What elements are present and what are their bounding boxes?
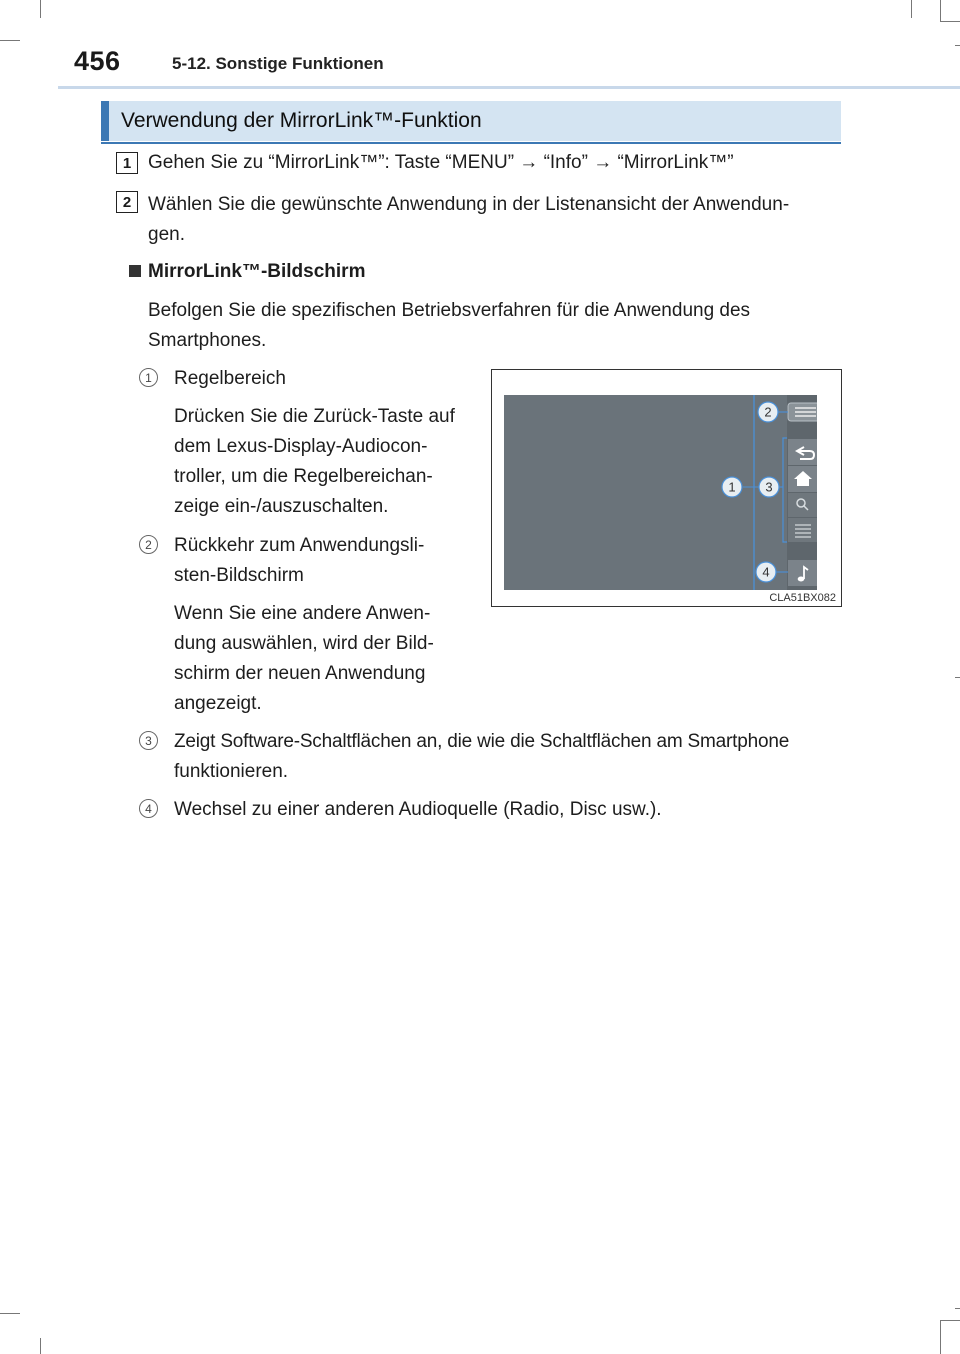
callout-1-desc: dem Lexus-Display-Audiocon- [174, 436, 428, 457]
step-2-line-2: gen. [148, 224, 185, 245]
control-area-bracket [783, 438, 787, 542]
callout-2-desc: dung auswählen, wird der Bild- [174, 633, 434, 654]
callout-number-4: 4 [139, 799, 158, 818]
crop-mark [0, 1313, 20, 1314]
audio-source-button [788, 560, 817, 586]
crop-mark [940, 21, 960, 22]
menu-button [788, 518, 817, 542]
crop-mark [40, 0, 41, 18]
square-bullet-icon [129, 265, 141, 277]
mirrorlink-screen-figure [491, 369, 842, 607]
callout-2-desc: schirm der neuen Anwendung [174, 663, 426, 684]
subsection-intro-line-2: Smartphones. [148, 330, 267, 351]
crop-mark [955, 677, 960, 678]
crop-mark [911, 0, 912, 18]
step-1-text: Gehen Sie zu “MirrorLink™”: Taste “MENU” → “Info” → “MirrorLink™” [148, 152, 734, 173]
crop-mark [955, 45, 960, 46]
figure-callout-3 [759, 477, 779, 497]
section-title-box [101, 101, 841, 141]
step-number-2: 2 [116, 191, 138, 213]
callout-2-desc: angezeigt. [174, 693, 262, 714]
callout-1-desc: zeige ein-/auszuschalten. [174, 496, 389, 517]
chapter-title: 5-12. Sonstige Funktionen [172, 54, 384, 73]
crop-mark [940, 1320, 941, 1354]
figure-label: 2 [764, 404, 772, 420]
mirrorlink-screen [504, 395, 817, 590]
callout-3-text: Zeigt Software-Schaltflächen an, die wie die Schaltflächen am Smartphone [174, 731, 790, 752]
step-number-1: 1 [116, 152, 138, 174]
crop-mark [0, 40, 20, 41]
crop-mark [40, 1338, 41, 1354]
subsection-title: MirrorLink™-Bildschirm [148, 261, 366, 282]
callout-number-2: 2 [139, 535, 158, 554]
section-title: Verwendung der MirrorLink™-Funktion [121, 109, 482, 132]
callout-2-title: sten-Bildschirm [174, 565, 304, 586]
figure-callout-1 [722, 477, 742, 497]
callout-number-3: 3 [139, 731, 158, 750]
crop-mark [940, 0, 941, 22]
crop-mark [955, 1308, 960, 1309]
header-rule [58, 86, 960, 89]
search-button [788, 493, 817, 517]
callout-1-title: Regelbereich [174, 368, 286, 389]
figure-callout-4 [756, 562, 776, 582]
callout-2-title: Rückkehr zum Anwendungsli- [174, 535, 425, 556]
callout-3-text: funktionieren. [174, 761, 289, 782]
callout-number-1: 1 [139, 368, 158, 387]
crop-mark [940, 1320, 960, 1321]
list-icon [788, 403, 817, 421]
figure-code: CLA51BX082 [769, 592, 836, 604]
page-number: 456 [74, 46, 121, 76]
figure-label: 4 [762, 564, 770, 580]
figure-callout-2 [758, 402, 778, 422]
figure-label: 1 [728, 479, 736, 495]
screen-illustration [504, 395, 817, 590]
callout-1-desc: troller, um die Regelbereichan- [174, 466, 433, 487]
figure-label: 3 [765, 479, 773, 495]
callout-4-text: Wechsel zu einer anderen Audioquelle (Radio, Disc usw.). [174, 799, 662, 820]
step-2-line-1: Wählen Sie die gewünschte Anwendung in der Listenansicht der Anwendun- [148, 194, 790, 215]
callout-1-desc: Drücken Sie die Zurück-Taste auf [174, 406, 455, 427]
subsection-intro-line-1: Befolgen Sie die spezifischen Betriebsverfahren für die Anwendung des [148, 300, 751, 321]
callout-2-desc: Wenn Sie eine andere Anwen- [174, 603, 431, 624]
